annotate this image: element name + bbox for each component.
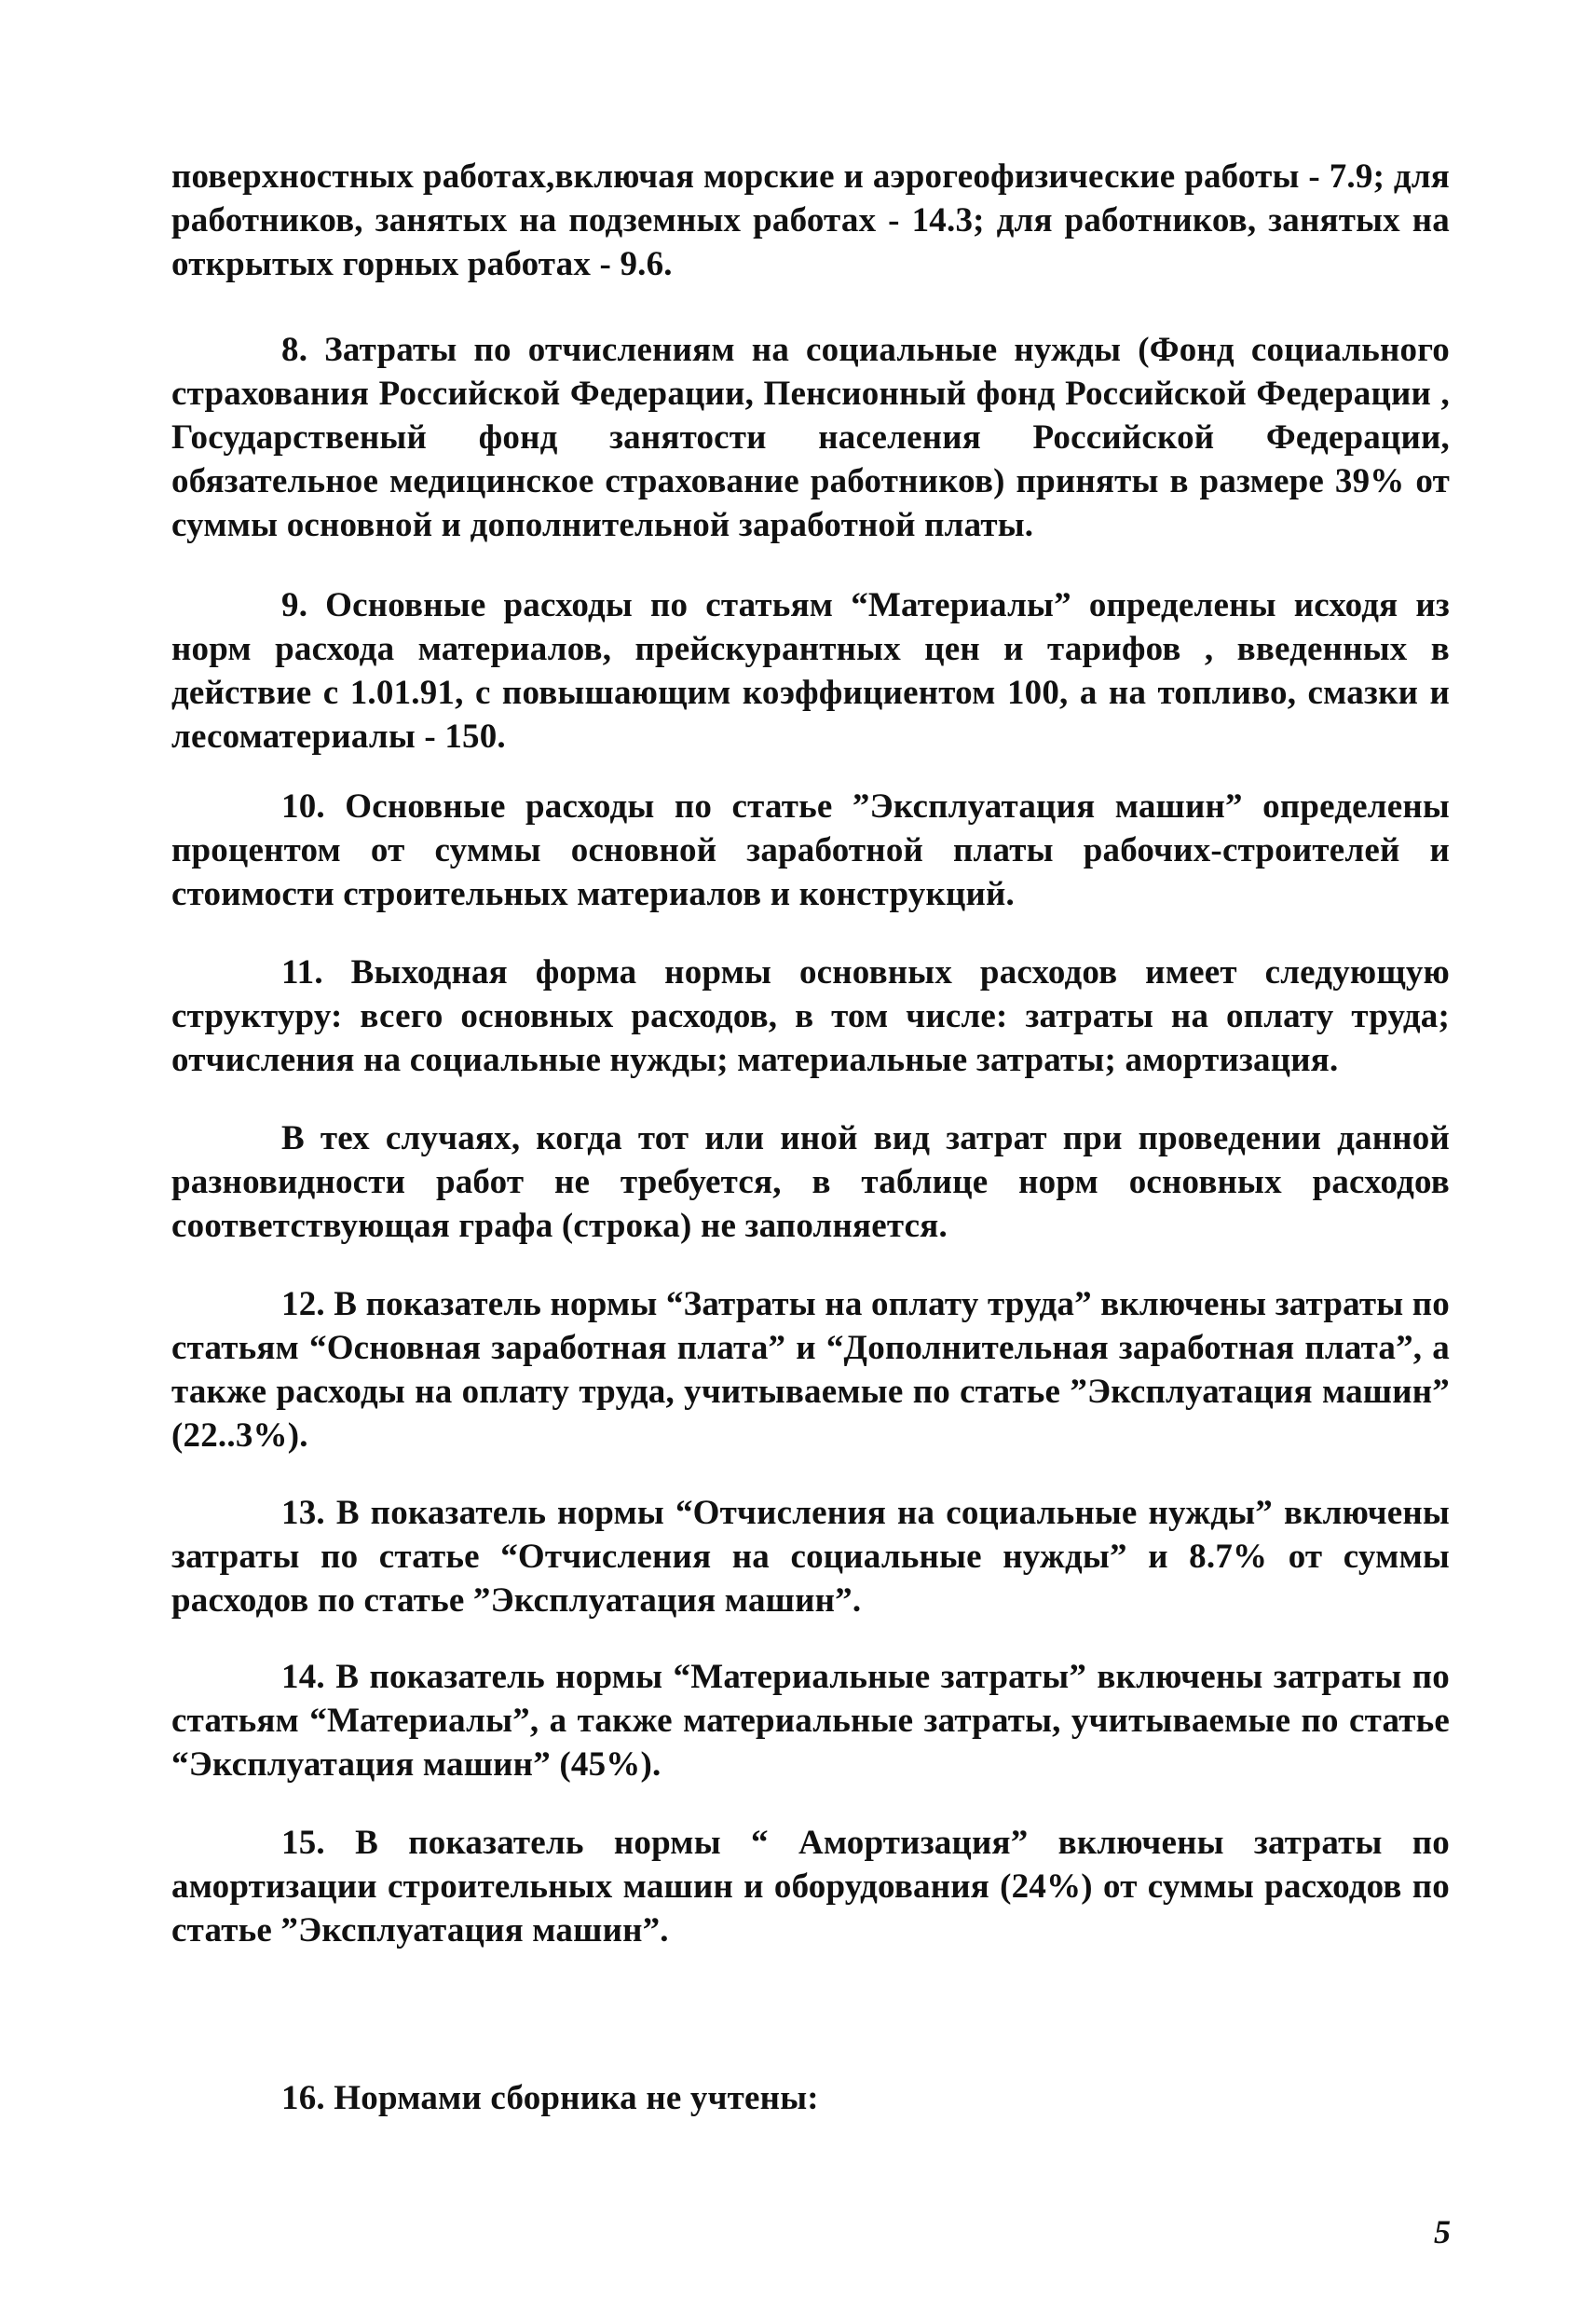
paragraph-15: 15. В показатель нормы “ Амортизация” включены затраты по амортизации строительных машин и оборудования (24%) от суммы расходов по статье ”Эксплуатация машин”. xyxy=(171,1824,1450,1949)
paragraph-16: 16. Нормами сборника не учтены: xyxy=(281,2079,819,2117)
paragraph-8: 8. Затраты по отчислениям на социальные нужды (Фонд социального страхования Российской Федерации, Пенсионный фонд Российской Федерации , Государственый фонд занятости населения Российской Федерации, обязательное медицинское страхование работников) приняты в размере 39% от суммы основной и дополнительной заработной платы. xyxy=(171,331,1450,544)
paragraph-11: 11. Выходная форма нормы основных расходов имеет следующую структуру: всего основных расходов, в том числе: затраты на оплату труда; отчисления на социальные нужды; материальные затраты; амортизация. xyxy=(171,953,1450,1079)
paragraph-14: 14. В показатель нормы “Материальные затраты” включены затраты по статьям “Материалы”, а также материальные затраты, учитываемые по статье “Эксплуатация машин” (45%). xyxy=(171,1658,1450,1784)
paragraph-continuation: поверхностных работах,включая морские и аэрогеофизические работы - 7.9; для работников, занятых на подземных работах - 14.3; для работников, занятых на открытых горных работах - 9.6. xyxy=(171,157,1450,283)
paragraph-9: 9. Основные расходы по статьям “Материалы” определены исходя из норм расхода материалов, прейскурантных цен и тарифов , введенных в действие с 1.01.91, с повышающим коэффициентом 100, а на топливо, смазки и лесоматериалы - 150. xyxy=(171,586,1450,756)
paragraph-12: 12. В показатель нормы “Затраты на оплату труда” включены затраты по статьям “Основная заработная плата” и “Дополнительная заработная плата”, а также расходы на оплату труда, учитываемые по статье ”Эксплуатация машин” (22..3%). xyxy=(171,1285,1450,1455)
paragraph-13: 13. В показатель нормы “Отчисления на социальные нужды” включены затраты по статье “Отчисления на социальные нужды” и 8.7% от суммы расходов по статье ”Эксплуатация машин”. xyxy=(171,1494,1450,1620)
paragraph-10: 10. Основные расходы по статье ”Эксплуатация машин” определены процентом от суммы основной заработной платы рабочих-строителей и стоимости строительных материалов и конструкций. xyxy=(171,787,1450,913)
page-number: 5 xyxy=(1434,2213,1451,2250)
paragraph-note: В тех случаях, когда тот или иной вид затрат при проведении данной разновидности работ не требуется, в таблице норм основных расходов соответствующая графа (строка) не заполняется. xyxy=(171,1119,1450,1245)
